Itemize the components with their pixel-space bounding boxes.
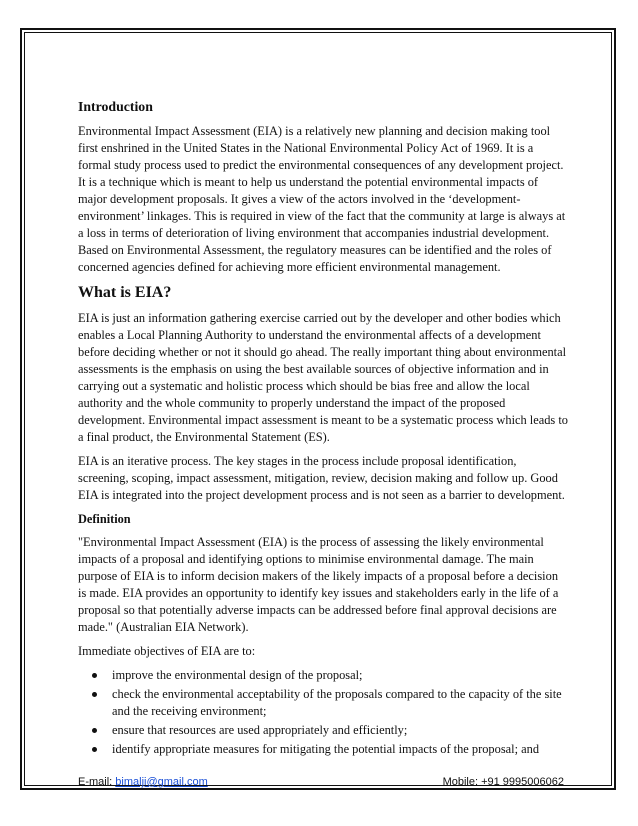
objective-text: ensure that resources are used appropriately and efficiently; (112, 723, 408, 737)
objectives-intro: Immediate objectives of EIA are to: (78, 644, 256, 658)
objective-text: improve the environmental design of the proposal; (112, 668, 363, 682)
bullet-icon (92, 728, 97, 733)
email-link[interactable]: bimalji@gmail.com (115, 776, 208, 788)
objective-text: identify appropriate measures for mitigating the potential impacts of the proposal; and (112, 742, 540, 756)
what-is-eia-heading: What is EIA? (78, 284, 172, 301)
bullet-icon (92, 673, 97, 678)
objectives-list (78, 667, 568, 758)
bullet-icon (92, 747, 97, 752)
email-label: E-mail: (78, 776, 116, 788)
list-item (78, 667, 568, 684)
footer-email (78, 774, 208, 790)
list-item (78, 686, 568, 720)
introduction-heading: Introduction (78, 99, 153, 114)
list-item (78, 741, 568, 758)
introduction-paragraph: Environmental Impact Assessment (EIA) is a relatively new planning and decision making tool first enshrined in the United States in the National Environmental Policy Act of 1969. It is a formal study process used to predict the environmental consequences of any development project. It is a technique which is meant to help us understand the potential environmental impacts of major development proposals. It gives a view of the actors involved in the ‘development-environment’ linkages. This is required in view of the fact that the community at large is always at a loss in terms of deterioration of living environment that accompanies industrial development. Based on Environmental Assessment, the regulatory measures can be identified and the roles of concerned agencies defined for achieving more efficient environmental management. (78, 124, 566, 274)
definition-heading: Definition (78, 512, 131, 526)
list-item (78, 722, 568, 739)
what-is-eia-paragraph-2: EIA is an iterative process. The key stages in the process include proposal identification, screening, scoping, impact assessment, mitigation, review, decision making and follow up. Good EIA is integrated into the project development process and is not seen as a barrier to development. (78, 454, 565, 502)
page-footer (78, 774, 568, 790)
bullet-icon (92, 692, 97, 697)
document-body (78, 98, 568, 760)
footer-mobile: Mobile: +91 9995006062 (442, 776, 564, 788)
definition-paragraph: "Environmental Impact Assessment (EIA) is the process of assessing the likely environmental impacts of a proposal and identifying options to minimise environmental damage. The main purpose of EIA is to inform decision makers of the likely impacts of a proposal before a decision is made. EIA provides an opportunity to identify key issues and stakeholders early in the life of a proposal so that potentially adverse impacts can be addressed before final approval decisions are made." (Australian EIA Network). (78, 535, 559, 634)
objective-text: check the environmental acceptability of the proposals compared to the capacity of the site and the receiving environment; (112, 687, 562, 718)
what-is-eia-paragraph-1: EIA is just an information gathering exercise carried out by the developer and other bodies which enables a Local Planning Authority to understand the environmental affects of a development before deciding whether or not it should go ahead. The really important thing about environmental assessments is the emphasis on using the best available sources of objective information and in carrying out a systematic and holistic process which should be bias free and allow the local authority and the whole community to properly understand the impact of the proposed development. Environmental impact assessment is meant to be a systematic process which leads to a final product, the Environmental Statement (ES). (78, 311, 568, 444)
